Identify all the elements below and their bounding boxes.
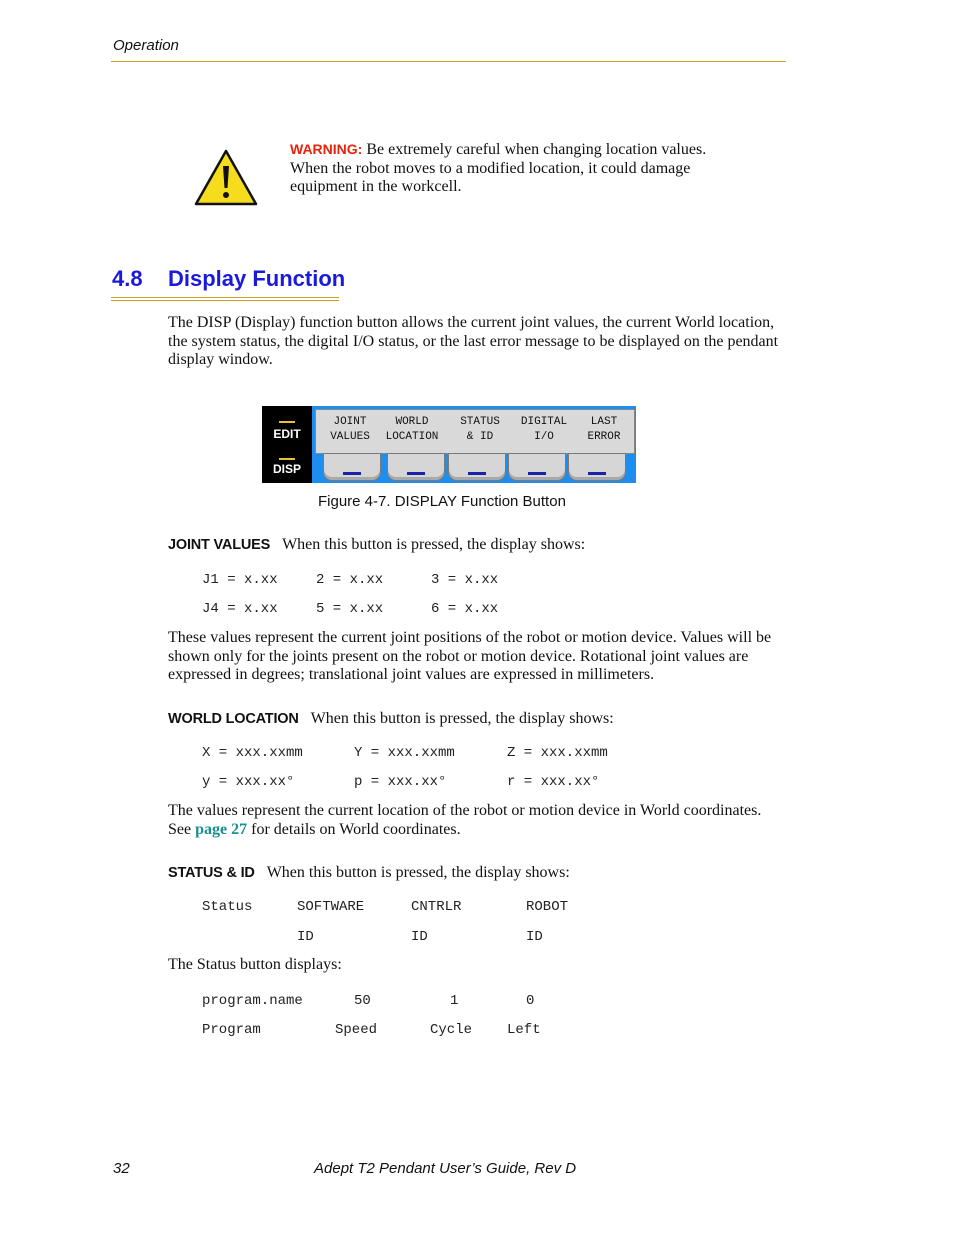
section-title: Display Function bbox=[168, 266, 346, 291]
joint-values-term: JOINT VALUES bbox=[168, 537, 271, 553]
key-mark bbox=[468, 472, 486, 475]
code-cell: 50 bbox=[354, 993, 371, 1009]
code-cell: 5 = x.xx bbox=[316, 601, 384, 617]
world-location-note-text: for details on World coordinates. bbox=[247, 820, 461, 838]
running-header: Operation bbox=[113, 37, 179, 54]
page-number: 32 bbox=[113, 1160, 130, 1177]
label-digital-io: DIGITAL I/O bbox=[520, 416, 568, 443]
soft-key-last-error[interactable] bbox=[568, 453, 626, 481]
function-label-bar bbox=[315, 409, 635, 454]
intro-paragraph: The DISP (Display) function button allows the current joint values, the current World location, the system status, the digital I/O status, or the last error message to be displayed on the pendant display window. bbox=[168, 314, 779, 368]
pendant-display-figure bbox=[262, 406, 636, 483]
soft-key-status-id[interactable] bbox=[448, 453, 506, 481]
code-cell: Y = xxx.xxmm bbox=[354, 745, 455, 761]
code-cell: Left bbox=[507, 1022, 541, 1038]
joint-values-lead: When this button is pressed, the display shows: bbox=[282, 536, 586, 553]
edit-indicator bbox=[279, 421, 295, 423]
status-id-definition bbox=[168, 864, 570, 883]
section-rule bbox=[111, 297, 339, 298]
code-cell: Cycle bbox=[430, 1022, 473, 1038]
key-mark bbox=[588, 472, 606, 475]
label-world-location: WORLD LOCATION bbox=[385, 416, 439, 443]
status-intro: The Status button displays: bbox=[168, 956, 342, 973]
pendant-side-panel bbox=[262, 406, 312, 483]
page-27-link[interactable]: page 27 bbox=[195, 820, 248, 838]
world-location-lead: When this button is pressed, the display shows: bbox=[310, 710, 614, 727]
label-status-id: STATUS & ID bbox=[460, 416, 500, 443]
code-cell: SOFTWARE bbox=[297, 899, 365, 915]
section-number: 4.8 bbox=[112, 266, 143, 291]
label-joint-values: JOINT VALUES bbox=[330, 416, 370, 443]
code-cell: ROBOT bbox=[526, 899, 569, 915]
key-mark bbox=[343, 472, 361, 475]
code-cell: p = xxx.xx° bbox=[354, 774, 447, 790]
code-cell: ID bbox=[526, 929, 543, 945]
code-cell: CNTRLR bbox=[411, 899, 462, 915]
code-cell: Speed bbox=[335, 1022, 378, 1038]
warning-box bbox=[290, 140, 710, 197]
key-mark bbox=[528, 472, 546, 475]
code-cell: Status bbox=[202, 899, 253, 915]
code-cell: Z = xxx.xxmm bbox=[507, 745, 608, 761]
figure-caption: Figure 4-7. DISPLAY Function Button bbox=[318, 493, 566, 510]
code-cell: J4 = x.xx bbox=[202, 601, 278, 617]
footer-title: Adept T2 Pendant User’s Guide, Rev D bbox=[314, 1160, 577, 1177]
soft-key-joint-values[interactable] bbox=[323, 453, 381, 481]
world-location-note-text: The values represent the current location of the robot or motion device in World coordinates. See bbox=[168, 802, 762, 838]
header-rule bbox=[111, 61, 786, 62]
code-cell: 6 = x.xx bbox=[431, 601, 499, 617]
world-location-definition bbox=[168, 710, 614, 729]
code-cell: 0 bbox=[526, 993, 535, 1009]
section-rule bbox=[111, 300, 339, 301]
code-cell: X = xxx.xxmm bbox=[202, 745, 303, 761]
soft-key-digital-io[interactable] bbox=[508, 453, 566, 481]
code-cell: y = xxx.xx° bbox=[202, 774, 295, 790]
code-cell: 3 = x.xx bbox=[431, 572, 499, 588]
code-cell: Program bbox=[202, 1022, 261, 1038]
code-cell: r = xxx.xx° bbox=[507, 774, 600, 790]
code-cell: 1 bbox=[450, 993, 459, 1009]
soft-key-world-location[interactable] bbox=[387, 453, 445, 481]
world-location-note bbox=[168, 802, 788, 839]
disp-button[interactable]: DISP bbox=[272, 462, 301, 476]
joint-values-note: These values represent the current joint positions of the robot or motion device. Values will be shown only for the joints present on the robot or motion device. Rotational joint values are expressed in degrees; translational joint values are expressed in millimeters. bbox=[168, 629, 772, 683]
label-last-error: LAST ERROR bbox=[587, 416, 621, 443]
warning-text: Be extremely careful when changing location values. When the robot moves to a modified location, it could damage equipment in the workcell. bbox=[290, 141, 707, 195]
code-cell: ID bbox=[297, 929, 314, 945]
status-id-lead: When this button is pressed, the display shows: bbox=[266, 864, 570, 881]
code-cell: J1 = x.xx bbox=[202, 572, 278, 588]
code-cell: ID bbox=[411, 929, 428, 945]
code-cell: 2 = x.xx bbox=[316, 572, 384, 588]
warning-triangle-icon bbox=[194, 148, 258, 206]
edit-button[interactable]: EDIT bbox=[273, 427, 301, 441]
world-location-term: WORLD LOCATION bbox=[168, 711, 299, 727]
key-mark bbox=[407, 472, 425, 475]
status-id-term: STATUS & ID bbox=[168, 865, 255, 881]
disp-indicator bbox=[279, 458, 295, 460]
joint-values-definition bbox=[168, 536, 585, 555]
warning-label: WARNING: bbox=[290, 141, 363, 157]
code-cell: program.name bbox=[202, 993, 303, 1009]
